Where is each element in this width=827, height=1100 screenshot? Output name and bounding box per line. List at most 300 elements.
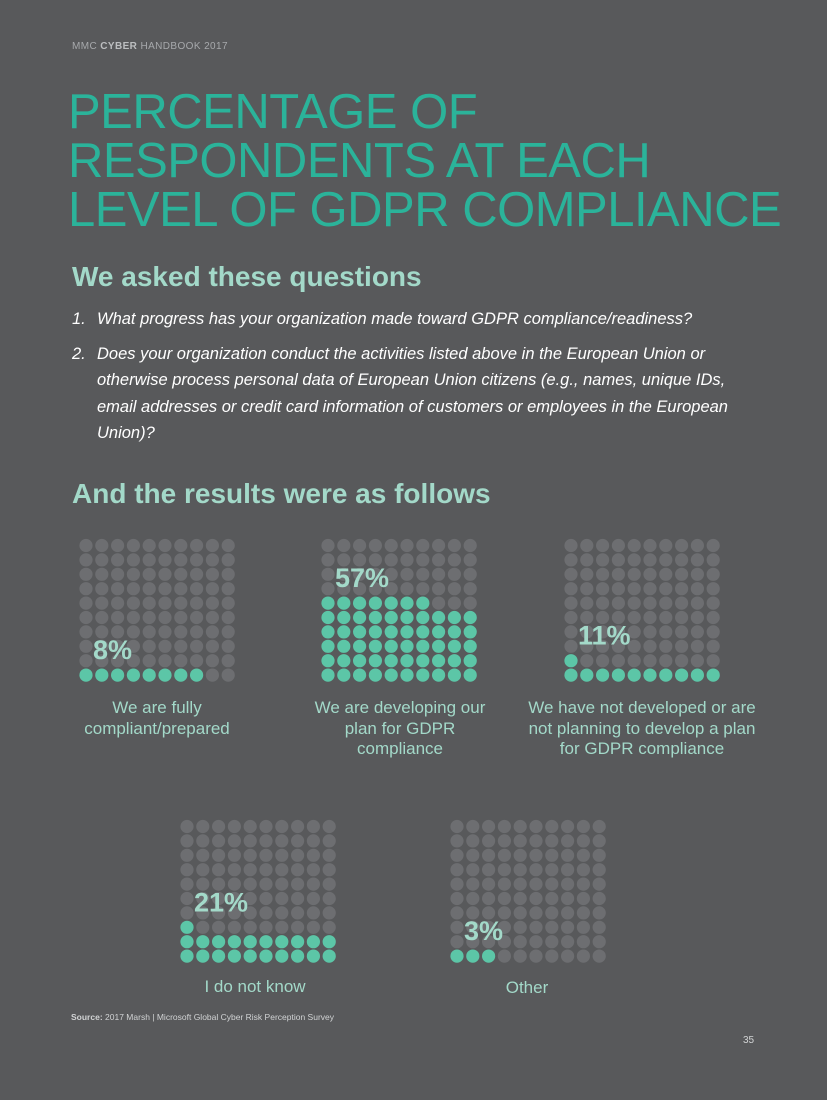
empty-dot (707, 640, 720, 653)
empty-dot (593, 820, 606, 833)
empty-dot (95, 582, 108, 595)
filled-dot (353, 611, 366, 624)
empty-dot (321, 582, 334, 595)
empty-dot (174, 611, 187, 624)
chart-caption: We are developing our plan for GDPR compliance (314, 698, 486, 758)
percent-label: 21% (194, 887, 249, 918)
empty-dot (659, 611, 672, 624)
empty-dot (275, 892, 288, 905)
filled-dot (612, 669, 625, 682)
empty-dot (158, 539, 171, 552)
empty-dot (448, 597, 461, 610)
empty-dot (675, 611, 688, 624)
empty-dot (127, 597, 140, 610)
percent-label: 57% (335, 563, 390, 594)
filled-dot (464, 654, 477, 667)
empty-dot (95, 597, 108, 610)
filled-dot (466, 950, 479, 963)
empty-dot (95, 611, 108, 624)
filled-dot (321, 611, 334, 624)
filled-dot (464, 625, 477, 638)
filled-dot (259, 950, 272, 963)
empty-dot (143, 553, 156, 566)
empty-dot (244, 849, 257, 862)
empty-dot (174, 625, 187, 638)
empty-dot (707, 625, 720, 638)
empty-dot (612, 597, 625, 610)
empty-dot (432, 553, 445, 566)
empty-dot (291, 878, 304, 891)
filled-dot (416, 669, 429, 682)
empty-dot (628, 539, 641, 552)
empty-dot (593, 921, 606, 934)
filled-dot (369, 640, 382, 653)
empty-dot (498, 950, 511, 963)
empty-dot (174, 553, 187, 566)
source-text: 2017 Marsh | Microsoft Global Cyber Risk Perception Survey (105, 1012, 334, 1022)
filled-dot (307, 950, 320, 963)
empty-dot (206, 654, 219, 667)
empty-dot (79, 625, 92, 638)
empty-dot (275, 834, 288, 847)
empty-dot (577, 849, 590, 862)
filled-dot (659, 669, 672, 682)
empty-dot (596, 539, 609, 552)
filled-dot (353, 640, 366, 653)
empty-dot (561, 921, 574, 934)
empty-dot (450, 878, 463, 891)
empty-dot (464, 597, 477, 610)
empty-dot (577, 820, 590, 833)
filled-dot (450, 950, 463, 963)
empty-dot (291, 906, 304, 919)
empty-dot (79, 640, 92, 653)
empty-dot (561, 863, 574, 876)
empty-dot (561, 834, 574, 847)
empty-dot (307, 892, 320, 905)
empty-dot (561, 849, 574, 862)
empty-dot (323, 863, 336, 876)
empty-dot (206, 669, 219, 682)
empty-dot (222, 654, 235, 667)
empty-dot (127, 611, 140, 624)
source-note (71, 1012, 334, 1022)
empty-dot (143, 611, 156, 624)
empty-dot (580, 553, 593, 566)
empty-dot (174, 568, 187, 581)
filled-dot (369, 654, 382, 667)
empty-dot (707, 553, 720, 566)
empty-dot (275, 849, 288, 862)
empty-dot (466, 834, 479, 847)
filled-dot (180, 935, 193, 948)
source-label: Source: (71, 1012, 103, 1022)
filled-dot (307, 935, 320, 948)
filled-dot (321, 654, 334, 667)
empty-dot (180, 820, 193, 833)
empty-dot (675, 568, 688, 581)
question-number: 2. (72, 344, 86, 363)
empty-dot (127, 582, 140, 595)
empty-dot (190, 654, 203, 667)
empty-dot (564, 553, 577, 566)
filled-dot (180, 921, 193, 934)
empty-dot (416, 539, 429, 552)
empty-dot (691, 539, 704, 552)
empty-dot (580, 597, 593, 610)
filled-dot (596, 669, 609, 682)
filled-dot (291, 950, 304, 963)
empty-dot (307, 906, 320, 919)
empty-dot (450, 921, 463, 934)
empty-dot (259, 892, 272, 905)
empty-dot (291, 820, 304, 833)
empty-dot (643, 625, 656, 638)
empty-dot (659, 553, 672, 566)
empty-dot (593, 906, 606, 919)
filled-dot (244, 950, 257, 963)
title-line: RESPONDENTS AT EACH (68, 134, 651, 188)
empty-dot (514, 921, 527, 934)
empty-dot (416, 553, 429, 566)
filled-dot (244, 935, 257, 948)
filled-dot (691, 669, 704, 682)
empty-dot (158, 553, 171, 566)
empty-dot (79, 597, 92, 610)
empty-dot (180, 834, 193, 847)
empty-dot (180, 906, 193, 919)
empty-dot (212, 834, 225, 847)
page-title (68, 85, 808, 237)
empty-dot (545, 820, 558, 833)
empty-dot (529, 878, 542, 891)
empty-dot (593, 863, 606, 876)
filled-dot (275, 950, 288, 963)
filled-dot (369, 597, 382, 610)
empty-dot (498, 863, 511, 876)
empty-dot (466, 892, 479, 905)
empty-dot (143, 597, 156, 610)
empty-dot (514, 849, 527, 862)
empty-dot (416, 582, 429, 595)
empty-dot (612, 582, 625, 595)
filled-dot (400, 669, 413, 682)
empty-dot (212, 820, 225, 833)
filled-dot (643, 669, 656, 682)
empty-dot (385, 539, 398, 552)
empty-dot (79, 539, 92, 552)
empty-dot (482, 849, 495, 862)
empty-dot (291, 892, 304, 905)
filled-dot (321, 625, 334, 638)
empty-dot (206, 597, 219, 610)
empty-dot (691, 640, 704, 653)
filled-dot (321, 597, 334, 610)
empty-dot (143, 625, 156, 638)
filled-dot (180, 950, 193, 963)
empty-dot (545, 906, 558, 919)
empty-dot (564, 597, 577, 610)
filled-dot (385, 640, 398, 653)
empty-dot (612, 568, 625, 581)
empty-dot (400, 582, 413, 595)
empty-dot (577, 921, 590, 934)
empty-dot (369, 539, 382, 552)
empty-dot (514, 935, 527, 948)
empty-dot (464, 568, 477, 581)
chart-caption: We have not developed or are not planning to develop a plan for GDPR compliance (528, 698, 756, 758)
page-number: 35 (743, 1035, 755, 1046)
empty-dot (577, 906, 590, 919)
empty-dot (259, 849, 272, 862)
empty-dot (432, 597, 445, 610)
empty-dot (482, 892, 495, 905)
empty-dot (259, 878, 272, 891)
empty-dot (643, 597, 656, 610)
question-text: Does your organization conduct the activities listed above in the European Union or otherwise process personal data of European Union citizens (e.g., names, unique IDs, email addresses or credit card information of customers or employees in the European Union)? (97, 344, 728, 442)
empty-dot (228, 820, 241, 833)
empty-dot (158, 640, 171, 653)
empty-dot (190, 625, 203, 638)
empty-dot (612, 553, 625, 566)
filled-dot (482, 950, 495, 963)
empty-dot (158, 654, 171, 667)
empty-dot (561, 950, 574, 963)
question-item (72, 341, 762, 447)
empty-dot (675, 654, 688, 667)
filled-dot (337, 597, 350, 610)
empty-dot (498, 849, 511, 862)
empty-dot (466, 820, 479, 833)
empty-dot (400, 553, 413, 566)
filled-dot (385, 625, 398, 638)
dot-chart-developing-plan (321, 538, 479, 684)
empty-dot (143, 539, 156, 552)
filled-dot (291, 935, 304, 948)
empty-dot (222, 568, 235, 581)
empty-dot (111, 568, 124, 581)
empty-dot (111, 553, 124, 566)
empty-dot (206, 553, 219, 566)
empty-dot (111, 539, 124, 552)
filled-dot (190, 669, 203, 682)
filled-dot (353, 625, 366, 638)
empty-dot (450, 820, 463, 833)
empty-dot (643, 654, 656, 667)
empty-dot (577, 950, 590, 963)
filled-dot (353, 669, 366, 682)
empty-dot (577, 863, 590, 876)
empty-dot (450, 892, 463, 905)
filled-dot (158, 669, 171, 682)
filled-dot (400, 625, 413, 638)
empty-dot (514, 950, 527, 963)
empty-dot (593, 950, 606, 963)
empty-dot (545, 849, 558, 862)
empty-dot (707, 654, 720, 667)
filled-dot (275, 935, 288, 948)
empty-dot (450, 849, 463, 862)
empty-dot (174, 539, 187, 552)
empty-dot (498, 820, 511, 833)
empty-dot (111, 582, 124, 595)
filled-dot (196, 935, 209, 948)
header-rest: HANDBOOK 2017 (140, 41, 228, 52)
percent-label: 8% (93, 635, 133, 666)
empty-dot (323, 878, 336, 891)
empty-dot (464, 553, 477, 566)
empty-dot (222, 669, 235, 682)
empty-dot (596, 553, 609, 566)
empty-dot (529, 820, 542, 833)
questions-heading: We asked these questions (72, 261, 422, 292)
empty-dot (529, 921, 542, 934)
empty-dot (466, 849, 479, 862)
empty-dot (643, 553, 656, 566)
chart-caption: We are fully compliant/prepared (84, 698, 230, 738)
empty-dot (206, 625, 219, 638)
empty-dot (643, 568, 656, 581)
empty-dot (464, 582, 477, 595)
empty-dot (593, 849, 606, 862)
empty-dot (564, 625, 577, 638)
filled-dot (385, 611, 398, 624)
empty-dot (291, 921, 304, 934)
empty-dot (79, 568, 92, 581)
filled-dot (321, 640, 334, 653)
empty-dot (529, 834, 542, 847)
filled-dot (416, 625, 429, 638)
percent-label: 11% (578, 620, 631, 651)
empty-dot (158, 582, 171, 595)
filled-dot (707, 669, 720, 682)
title-line: LEVEL OF GDPR COMPLIANCE (68, 183, 782, 237)
dot-chart-no-plan (564, 538, 722, 684)
empty-dot (675, 625, 688, 638)
empty-dot (323, 892, 336, 905)
filled-dot (564, 669, 577, 682)
empty-dot (321, 539, 334, 552)
filled-dot (369, 611, 382, 624)
empty-dot (321, 568, 334, 581)
empty-dot (545, 892, 558, 905)
filled-dot (353, 654, 366, 667)
empty-dot (628, 582, 641, 595)
filled-dot (416, 640, 429, 653)
empty-dot (707, 611, 720, 624)
filled-dot (337, 669, 350, 682)
empty-dot (79, 654, 92, 667)
empty-dot (577, 892, 590, 905)
empty-dot (206, 539, 219, 552)
empty-dot (432, 568, 445, 581)
empty-dot (291, 834, 304, 847)
filled-dot (448, 654, 461, 667)
chart-caption: I do not know (204, 977, 306, 996)
empty-dot (498, 878, 511, 891)
filled-dot (464, 640, 477, 653)
empty-dot (212, 863, 225, 876)
filled-dot (385, 597, 398, 610)
empty-dot (580, 539, 593, 552)
empty-dot (545, 950, 558, 963)
empty-dot (222, 553, 235, 566)
empty-dot (564, 539, 577, 552)
running-header (72, 41, 228, 52)
empty-dot (448, 553, 461, 566)
empty-dot (564, 582, 577, 595)
filled-dot (259, 935, 272, 948)
empty-dot (143, 654, 156, 667)
empty-dot (190, 611, 203, 624)
empty-dot (400, 568, 413, 581)
empty-dot (596, 654, 609, 667)
empty-dot (174, 597, 187, 610)
empty-dot (244, 863, 257, 876)
filled-dot (353, 597, 366, 610)
empty-dot (95, 553, 108, 566)
empty-dot (482, 878, 495, 891)
empty-dot (659, 568, 672, 581)
empty-dot (659, 597, 672, 610)
header-cyber: CYBER (100, 41, 138, 52)
filled-dot (416, 597, 429, 610)
empty-dot (180, 849, 193, 862)
empty-dot (111, 597, 124, 610)
empty-dot (196, 863, 209, 876)
filled-dot (127, 669, 140, 682)
filled-dot (323, 935, 336, 948)
empty-dot (659, 539, 672, 552)
question-item (72, 306, 762, 333)
empty-dot (206, 568, 219, 581)
empty-dot (643, 539, 656, 552)
empty-dot (228, 834, 241, 847)
empty-dot (659, 640, 672, 653)
empty-dot (95, 539, 108, 552)
empty-dot (190, 582, 203, 595)
empty-dot (400, 539, 413, 552)
filled-dot (212, 950, 225, 963)
empty-dot (228, 921, 241, 934)
filled-dot (337, 611, 350, 624)
empty-dot (707, 539, 720, 552)
filled-dot (416, 611, 429, 624)
empty-dot (643, 611, 656, 624)
empty-dot (691, 625, 704, 638)
empty-dot (577, 834, 590, 847)
empty-dot (482, 834, 495, 847)
empty-dot (691, 654, 704, 667)
empty-dot (482, 863, 495, 876)
filled-dot (212, 935, 225, 948)
filled-dot (385, 654, 398, 667)
empty-dot (529, 849, 542, 862)
empty-dot (659, 582, 672, 595)
empty-dot (529, 892, 542, 905)
filled-dot (337, 640, 350, 653)
empty-dot (707, 597, 720, 610)
empty-dot (143, 582, 156, 595)
empty-dot (174, 640, 187, 653)
empty-dot (498, 834, 511, 847)
empty-dot (307, 834, 320, 847)
filled-dot (400, 611, 413, 624)
empty-dot (628, 568, 641, 581)
filled-dot (321, 669, 334, 682)
empty-dot (432, 539, 445, 552)
empty-dot (675, 553, 688, 566)
